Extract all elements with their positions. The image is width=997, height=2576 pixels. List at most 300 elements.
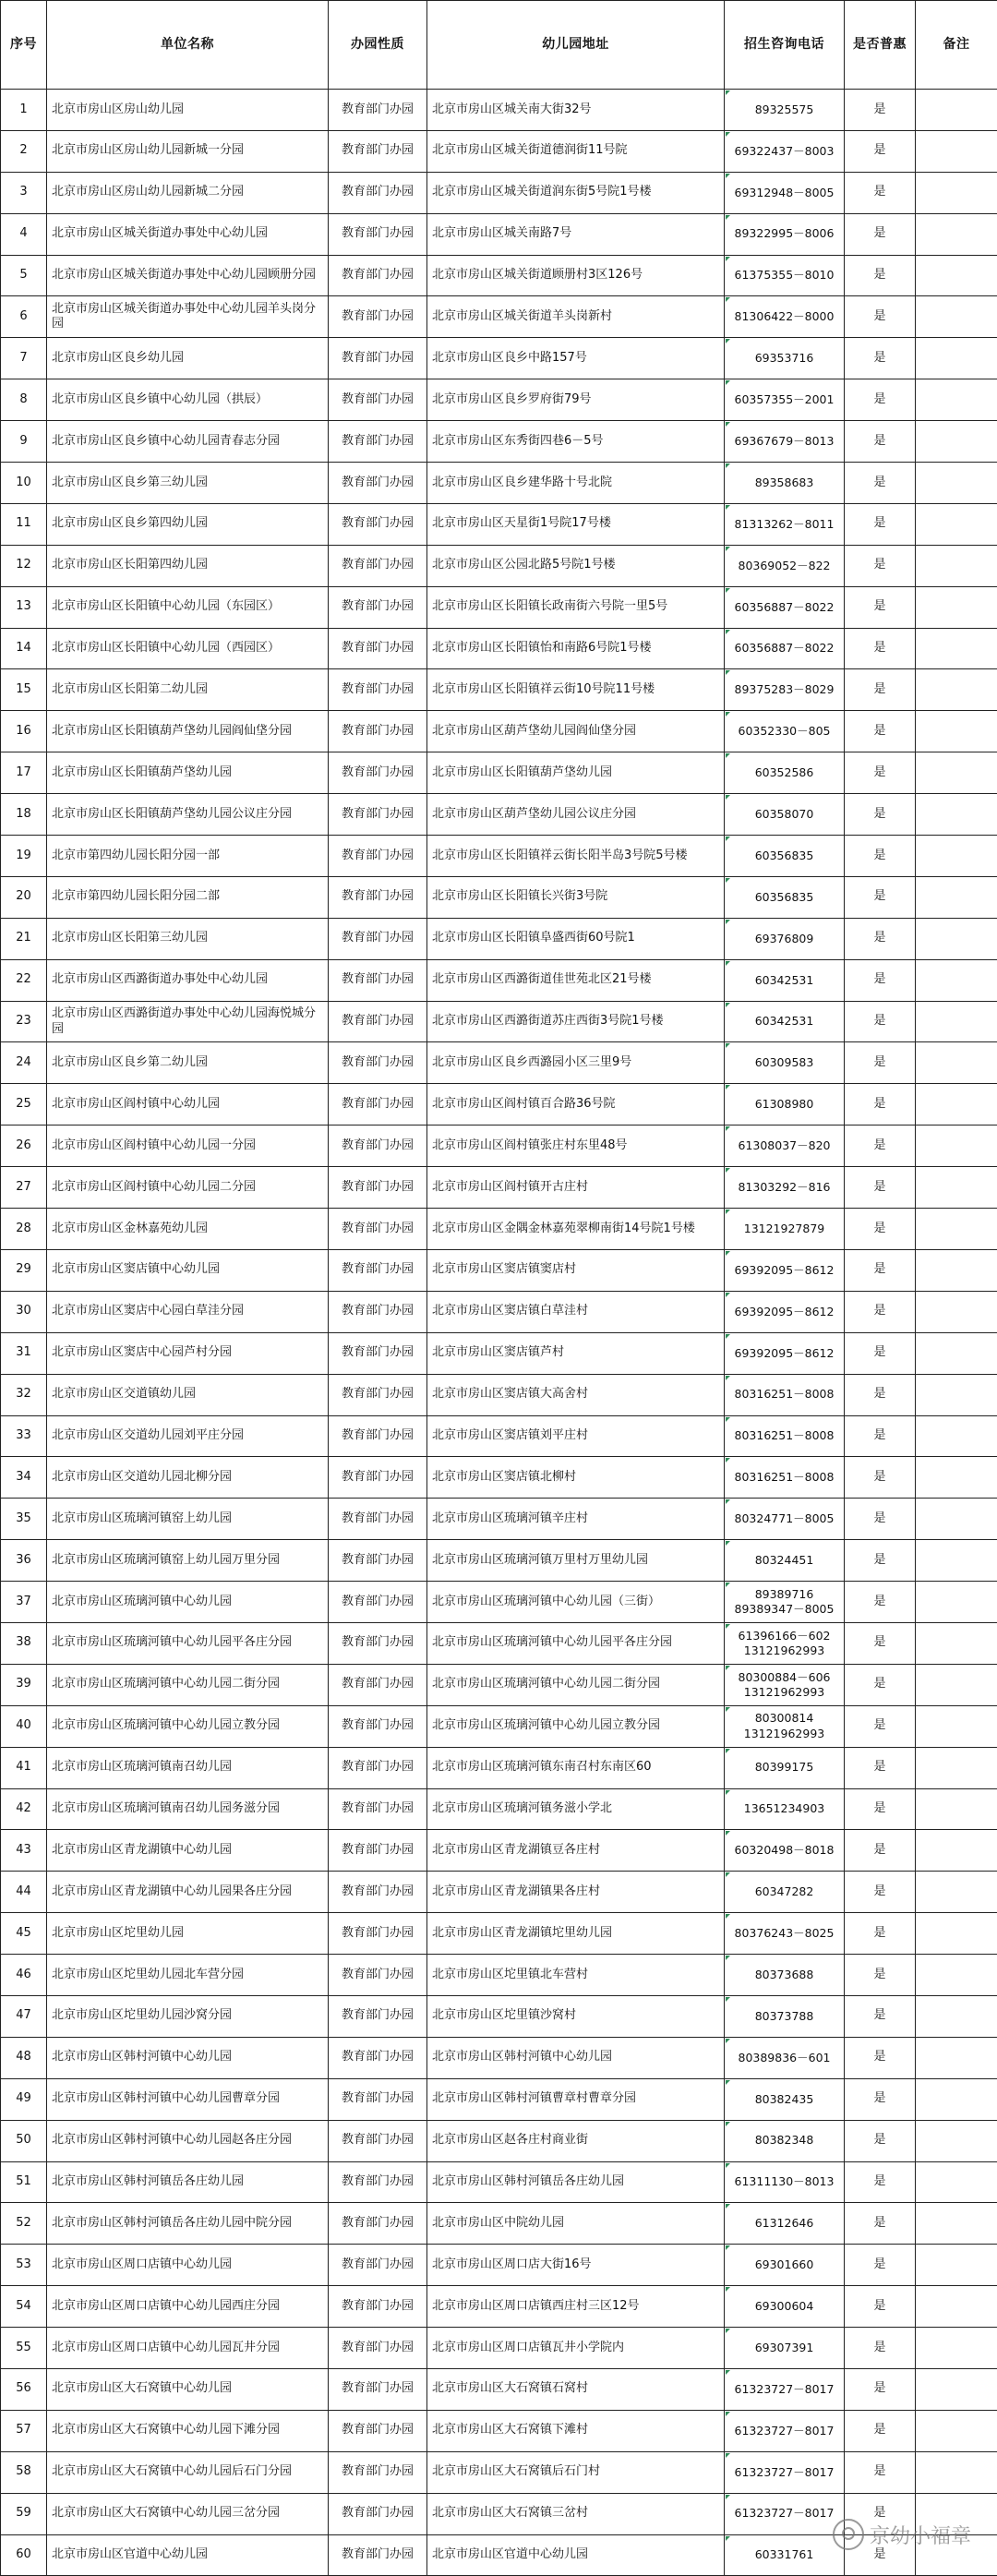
cell-address: 北京市房山区窦店镇刘平庄村 [427, 1415, 725, 1457]
cell-address: 北京市房山区琉璃河镇中心幼儿园平各庄分园 [427, 1622, 725, 1664]
cell-remark [916, 1664, 997, 1705]
table-row [1, 586, 997, 628]
cell-remark [916, 130, 997, 172]
cell-benefit: 是 [845, 2203, 916, 2245]
cell-benefit: 是 [845, 379, 916, 421]
cell-address: 北京市房山区良乡罗府街79号 [427, 379, 725, 421]
cell-no: 25 [1, 1084, 47, 1125]
cell-name: 北京市房山区周口店镇中心幼儿园 [47, 2245, 329, 2286]
cell-nature: 教育部门办园 [329, 503, 427, 545]
cell-remark [916, 1995, 997, 2037]
cell-remark [916, 1622, 997, 1664]
cell-address: 北京市房山区良乡中路157号 [427, 338, 725, 379]
cell-remark [916, 918, 997, 959]
cell-nature: 教育部门办园 [329, 213, 427, 255]
cell-phone: 60331761 [725, 2534, 845, 2576]
cell-benefit: 是 [845, 90, 916, 131]
cell-phone: 69307391 [725, 2328, 845, 2369]
cell-remark [916, 1125, 997, 1167]
cell-remark [916, 586, 997, 628]
cell-nature: 教育部门办园 [329, 1415, 427, 1457]
table-row [1, 2161, 997, 2203]
cell-remark [916, 876, 997, 918]
table-row [1, 2037, 997, 2078]
table-row [1, 2534, 997, 2576]
cell-name: 北京市房山区韩村河镇岳各庄幼儿园中院分园 [47, 2203, 329, 2245]
header-no: 序号 [1, 1, 47, 90]
cell-address: 北京市房山区韩村河镇中心幼儿园 [427, 2037, 725, 2078]
cell-benefit: 是 [845, 1084, 916, 1125]
table-row [1, 90, 997, 131]
cell-address: 北京市房山区窦店镇窦店村 [427, 1249, 725, 1291]
table-row [1, 1291, 997, 1332]
cell-address: 北京市房山区天星街1号院17号楼 [427, 503, 725, 545]
cell-benefit: 是 [845, 172, 916, 213]
cell-remark [916, 2451, 997, 2493]
cell-benefit: 是 [845, 503, 916, 545]
cell-phone: 13121927879 [725, 1209, 845, 1250]
cell-name: 北京市房山区琉璃河镇南召幼儿园务滋分园 [47, 1788, 329, 1830]
cell-phone: 69392095－8612 [725, 1249, 845, 1291]
cell-name: 北京市房山区琉璃河镇窑上幼儿园 [47, 1499, 329, 1540]
cell-name: 北京市房山区周口店镇中心幼儿园瓦井分园 [47, 2328, 329, 2369]
cell-phone: 80316251－8008 [725, 1457, 845, 1499]
cell-remark [916, 503, 997, 545]
cell-name: 北京市房山区城关街道办事处中心幼儿园羊头岗分园 [47, 296, 329, 338]
cell-phone: 60320498－8018 [725, 1830, 845, 1872]
cell-no: 1 [1, 90, 47, 131]
cell-name: 北京市房山区良乡第三幼儿园 [47, 463, 329, 504]
cell-name: 北京市房山区窦店镇中心幼儿园 [47, 1249, 329, 1291]
cell-remark [916, 1001, 997, 1042]
cell-phone: 69392095－8612 [725, 1332, 845, 1374]
cell-phone: 89325575 [725, 90, 845, 131]
table-row [1, 628, 997, 669]
table-row [1, 296, 997, 338]
cell-no: 31 [1, 1332, 47, 1374]
cell-remark [916, 2368, 997, 2410]
cell-phone: 60356887－8022 [725, 628, 845, 669]
cell-remark [916, 1747, 997, 1788]
cell-remark [916, 1415, 997, 1457]
cell-benefit: 是 [845, 711, 916, 752]
cell-no: 27 [1, 1167, 47, 1209]
table-row [1, 213, 997, 255]
cell-nature: 教育部门办园 [329, 1582, 427, 1623]
cell-address: 北京市房山区金隅金林嘉苑翠柳南街14号院1号楼 [427, 1209, 725, 1250]
cell-name: 北京市房山区琉璃河镇中心幼儿园立教分园 [47, 1705, 329, 1747]
table-row [1, 1374, 997, 1415]
cell-phone: 61375355－8010 [725, 255, 845, 296]
cell-nature: 教育部门办园 [329, 1830, 427, 1872]
cell-remark [916, 2078, 997, 2120]
cell-phone: 69353716 [725, 338, 845, 379]
table-row [1, 1622, 997, 1664]
cell-no: 7 [1, 338, 47, 379]
cell-address: 北京市房山区青龙湖镇坨里幼儿园 [427, 1913, 725, 1955]
table-row [1, 1705, 997, 1747]
cell-address: 北京市房山区琉璃河镇东南召村东南区60 [427, 1747, 725, 1788]
table-row [1, 545, 997, 586]
cell-nature: 教育部门办园 [329, 1457, 427, 1499]
cell-benefit: 是 [845, 628, 916, 669]
cell-no: 47 [1, 1995, 47, 2037]
cell-nature: 教育部门办园 [329, 2286, 427, 2328]
table-row [1, 172, 997, 213]
cell-address: 北京市房山区阎村镇开古庄村 [427, 1167, 725, 1209]
cell-benefit: 是 [845, 463, 916, 504]
cell-no: 58 [1, 2451, 47, 2493]
cell-no: 40 [1, 1705, 47, 1747]
cell-benefit: 是 [845, 2037, 916, 2078]
cell-name: 北京市房山区周口店镇中心幼儿园西庄分园 [47, 2286, 329, 2328]
table-row [1, 1415, 997, 1457]
cell-no: 36 [1, 1540, 47, 1582]
cell-phone: 89322995－8006 [725, 213, 845, 255]
cell-phone: 61311130－8013 [725, 2161, 845, 2203]
cell-nature: 教育部门办园 [329, 2410, 427, 2451]
cell-no: 41 [1, 1747, 47, 1788]
table-header [1, 1, 997, 90]
cell-no: 53 [1, 2245, 47, 2286]
table-body [1, 90, 997, 2576]
cell-no: 37 [1, 1582, 47, 1623]
cell-benefit: 是 [845, 836, 916, 877]
cell-address: 北京市房山区葫芦垡幼儿园公议庄分园 [427, 794, 725, 836]
cell-address: 北京市房山区公园北路5号院1号楼 [427, 545, 725, 586]
cell-no: 17 [1, 752, 47, 794]
cell-remark [916, 545, 997, 586]
cell-address: 北京市房山区琉璃河镇中心幼儿园（三街） [427, 1582, 725, 1623]
cell-benefit: 是 [845, 1374, 916, 1415]
cell-name: 北京市房山区韩村河镇中心幼儿园 [47, 2037, 329, 2078]
cell-name: 北京市房山区琉璃河镇南召幼儿园 [47, 1747, 329, 1788]
cell-benefit: 是 [845, 1788, 916, 1830]
table-row [1, 1209, 997, 1250]
cell-phone: 61323727－8017 [725, 2451, 845, 2493]
cell-benefit: 是 [845, 2493, 916, 2534]
cell-address: 北京市房山区西潞街道苏庄西街3号院1号楼 [427, 1001, 725, 1042]
cell-remark [916, 2120, 997, 2161]
table-row [1, 2410, 997, 2451]
cell-no: 55 [1, 2328, 47, 2369]
cell-name: 北京市房山区长阳第四幼儿园 [47, 545, 329, 586]
cell-remark [916, 296, 997, 338]
cell-phone: 80316251－8008 [725, 1374, 845, 1415]
cell-no: 51 [1, 2161, 47, 2203]
cell-address: 北京市房山区韩村河镇曹章村曹章分园 [427, 2078, 725, 2120]
header-address: 幼儿园地址 [427, 1, 725, 90]
cell-no: 45 [1, 1913, 47, 1955]
cell-no: 59 [1, 2493, 47, 2534]
cell-nature: 教育部门办园 [329, 836, 427, 877]
cell-benefit: 是 [845, 2410, 916, 2451]
cell-phone: 61323727－8017 [725, 2368, 845, 2410]
cell-nature: 教育部门办园 [329, 1167, 427, 1209]
cell-remark [916, 2037, 997, 2078]
cell-phone: 61312646 [725, 2203, 845, 2245]
cell-no: 15 [1, 669, 47, 711]
table-row [1, 1830, 997, 1872]
cell-benefit: 是 [845, 1291, 916, 1332]
table-row [1, 421, 997, 463]
table-row [1, 130, 997, 172]
cell-name: 北京市房山区韩村河镇岳各庄幼儿园 [47, 2161, 329, 2203]
header-nature: 办园性质 [329, 1, 427, 90]
cell-benefit: 是 [845, 876, 916, 918]
cell-address: 北京市房山区周口店大街16号 [427, 2245, 725, 2286]
cell-name: 北京市房山区交道镇幼儿园 [47, 1374, 329, 1415]
cell-name: 北京市房山区房山幼儿园新城一分园 [47, 130, 329, 172]
cell-no: 33 [1, 1415, 47, 1457]
cell-nature: 教育部门办园 [329, 338, 427, 379]
cell-remark [916, 1457, 997, 1499]
cell-remark [916, 2161, 997, 2203]
cell-remark [916, 628, 997, 669]
cell-benefit: 是 [845, 2286, 916, 2328]
cell-remark [916, 1209, 997, 1250]
cell-phone: 69301660 [725, 2245, 845, 2286]
cell-benefit: 是 [845, 1705, 916, 1747]
cell-benefit: 是 [845, 2328, 916, 2369]
cell-remark [916, 836, 997, 877]
cell-nature: 教育部门办园 [329, 669, 427, 711]
cell-phone: 60352330－805 [725, 711, 845, 752]
cell-phone: 60309583 [725, 1042, 845, 1084]
cell-no: 43 [1, 1830, 47, 1872]
cell-address: 北京市房山区长阳镇葫芦垡幼儿园 [427, 752, 725, 794]
cell-phone: 81303292－816 [725, 1167, 845, 1209]
cell-name: 北京市房山区长阳第三幼儿园 [47, 918, 329, 959]
cell-phone: 80324451 [725, 1540, 845, 1582]
cell-phone: 80376243－8025 [725, 1913, 845, 1955]
cell-nature: 教育部门办园 [329, 794, 427, 836]
cell-benefit: 是 [845, 1872, 916, 1913]
cell-benefit: 是 [845, 2451, 916, 2493]
cell-phone: 60342531 [725, 1001, 845, 1042]
cell-benefit: 是 [845, 1001, 916, 1042]
cell-no: 39 [1, 1664, 47, 1705]
cell-remark [916, 1291, 997, 1332]
cell-benefit: 是 [845, 2245, 916, 2286]
cell-phone: 89375283－8029 [725, 669, 845, 711]
cell-nature: 教育部门办园 [329, 296, 427, 338]
table-row [1, 2245, 997, 2286]
cell-remark [916, 338, 997, 379]
cell-no: 44 [1, 1872, 47, 1913]
cell-nature: 教育部门办园 [329, 1042, 427, 1084]
cell-no: 48 [1, 2037, 47, 2078]
cell-remark [916, 213, 997, 255]
cell-no: 56 [1, 2368, 47, 2410]
cell-benefit: 是 [845, 1747, 916, 1788]
cell-name: 北京市房山区琉璃河镇中心幼儿园二街分园 [47, 1664, 329, 1705]
cell-benefit: 是 [845, 296, 916, 338]
cell-benefit: 是 [845, 1457, 916, 1499]
cell-address: 北京市房山区城关街道顾册村3区126号 [427, 255, 725, 296]
cell-phone: 89389716 89389347－8005 [725, 1582, 845, 1623]
cell-address: 北京市房山区西潞街道佳世苑北区21号楼 [427, 959, 725, 1001]
cell-phone: 60356835 [725, 876, 845, 918]
cell-phone: 61323727－8017 [725, 2410, 845, 2451]
cell-name: 北京市房山区长阳镇葫芦垡幼儿园公议庄分园 [47, 794, 329, 836]
cell-benefit: 是 [845, 2120, 916, 2161]
cell-name: 北京市房山区长阳第二幼儿园 [47, 669, 329, 711]
cell-remark [916, 959, 997, 1001]
cell-benefit: 是 [845, 794, 916, 836]
cell-address: 北京市房山区坨里镇北车营村 [427, 1955, 725, 1996]
cell-address: 北京市房山区长阳镇怡和南路6号院1号楼 [427, 628, 725, 669]
cell-benefit: 是 [845, 918, 916, 959]
cell-no: 54 [1, 2286, 47, 2328]
cell-benefit: 是 [845, 1582, 916, 1623]
cell-nature: 教育部门办园 [329, 463, 427, 504]
cell-nature: 教育部门办园 [329, 2037, 427, 2078]
table-row [1, 1084, 997, 1125]
cell-nature: 教育部门办园 [329, 959, 427, 1001]
cell-address: 北京市房山区琉璃河镇辛庄村 [427, 1499, 725, 1540]
cell-no: 16 [1, 711, 47, 752]
cell-name: 北京市房山区房山幼儿园 [47, 90, 329, 131]
cell-name: 北京市房山区交道幼儿园北柳分园 [47, 1457, 329, 1499]
cell-no: 46 [1, 1955, 47, 1996]
cell-address: 北京市房山区城关南路7号 [427, 213, 725, 255]
cell-address: 北京市房山区琉璃河镇务滋小学北 [427, 1788, 725, 1830]
cell-remark [916, 172, 997, 213]
cell-phone: 80373688 [725, 1955, 845, 1996]
cell-phone: 13651234903 [725, 1788, 845, 1830]
table-row [1, 918, 997, 959]
cell-phone: 80399175 [725, 1747, 845, 1788]
cell-benefit: 是 [845, 213, 916, 255]
cell-no: 5 [1, 255, 47, 296]
cell-benefit: 是 [845, 2534, 916, 2576]
table-row [1, 1788, 997, 1830]
cell-nature: 教育部门办园 [329, 1955, 427, 1996]
cell-benefit: 是 [845, 1415, 916, 1457]
cell-name: 北京市房山区阎村镇中心幼儿园 [47, 1084, 329, 1125]
cell-nature: 教育部门办园 [329, 1622, 427, 1664]
cell-phone: 60347282 [725, 1872, 845, 1913]
cell-name: 北京市第四幼儿园长阳分园一部 [47, 836, 329, 877]
cell-no: 19 [1, 836, 47, 877]
cell-nature: 教育部门办园 [329, 2368, 427, 2410]
table-row [1, 1582, 997, 1623]
cell-address: 北京市房山区大石窝镇下滩村 [427, 2410, 725, 2451]
cell-name: 北京市房山区阎村镇中心幼儿园一分园 [47, 1125, 329, 1167]
table-row [1, 1995, 997, 2037]
cell-address: 北京市房山区窦店镇北柳村 [427, 1457, 725, 1499]
cell-address: 北京市房山区长阳镇祥云街长阳半岛3号院5号楼 [427, 836, 725, 877]
table-row [1, 2328, 997, 2369]
cell-benefit: 是 [845, 1125, 916, 1167]
cell-benefit: 是 [845, 669, 916, 711]
cell-benefit: 是 [845, 1332, 916, 1374]
cell-remark [916, 1788, 997, 1830]
cell-nature: 教育部门办园 [329, 1913, 427, 1955]
cell-no: 18 [1, 794, 47, 836]
cell-address: 北京市房山区中院幼儿园 [427, 2203, 725, 2245]
cell-phone: 80369052－822 [725, 545, 845, 586]
cell-address: 北京市房山区周口店镇西庄村三区12号 [427, 2286, 725, 2328]
cell-remark [916, 255, 997, 296]
cell-name: 北京市房山区金林嘉苑幼儿园 [47, 1209, 329, 1250]
cell-remark [916, 2493, 997, 2534]
cell-remark [916, 2286, 997, 2328]
cell-nature: 教育部门办园 [329, 1747, 427, 1788]
cell-name: 北京市房山区长阳镇葫芦垡幼儿园 [47, 752, 329, 794]
table-row [1, 2493, 997, 2534]
cell-address: 北京市房山区城关街道德润街11号院 [427, 130, 725, 172]
cell-remark [916, 90, 997, 131]
cell-name: 北京市房山区长阳镇葫芦垡幼儿园阎仙垡分园 [47, 711, 329, 752]
table-row [1, 1125, 997, 1167]
cell-no: 3 [1, 172, 47, 213]
cell-nature: 教育部门办园 [329, 586, 427, 628]
cell-name: 北京市房山区城关街道办事处中心幼儿园 [47, 213, 329, 255]
table-row [1, 2451, 997, 2493]
cell-no: 34 [1, 1457, 47, 1499]
cell-remark [916, 1540, 997, 1582]
watermark-text: 京幼小福章 [870, 2521, 971, 2549]
cell-address: 北京市房山区琉璃河镇万里村万里幼儿园 [427, 1540, 725, 1582]
cell-remark [916, 1167, 997, 1209]
cell-nature: 教育部门办园 [329, 1291, 427, 1332]
cell-remark [916, 2245, 997, 2286]
cell-name: 北京市房山区良乡幼儿园 [47, 338, 329, 379]
table-row [1, 2203, 997, 2245]
cell-benefit: 是 [845, 1042, 916, 1084]
cell-benefit: 是 [845, 1995, 916, 2037]
cell-address: 北京市房山区周口店镇瓦井小学院内 [427, 2328, 725, 2369]
cell-benefit: 是 [845, 752, 916, 794]
cell-address: 北京市房山区阎村镇百合路36号院 [427, 1084, 725, 1125]
cell-nature: 教育部门办园 [329, 130, 427, 172]
cell-benefit: 是 [845, 1499, 916, 1540]
cell-address: 北京市房山区青龙湖镇豆各庄村 [427, 1830, 725, 1872]
cell-benefit: 是 [845, 1913, 916, 1955]
cell-benefit: 是 [845, 1622, 916, 1664]
cell-nature: 教育部门办园 [329, 421, 427, 463]
cell-benefit: 是 [845, 1955, 916, 1996]
cell-nature: 教育部门办园 [329, 2493, 427, 2534]
cell-remark [916, 2203, 997, 2245]
cell-phone: 61323727－8017 [725, 2493, 845, 2534]
cell-no: 23 [1, 1001, 47, 1042]
cell-phone: 69367679－8013 [725, 421, 845, 463]
cell-remark [916, 421, 997, 463]
cell-nature: 教育部门办园 [329, 1705, 427, 1747]
cell-nature: 教育部门办园 [329, 379, 427, 421]
cell-name: 北京市房山区琉璃河镇窑上幼儿园万里分园 [47, 1540, 329, 1582]
cell-nature: 教育部门办园 [329, 1872, 427, 1913]
cell-nature: 教育部门办园 [329, 1374, 427, 1415]
cell-remark [916, 1830, 997, 1872]
cell-remark [916, 463, 997, 504]
cell-name: 北京市房山区韩村河镇中心幼儿园赵各庄分园 [47, 2120, 329, 2161]
cell-no: 38 [1, 1622, 47, 1664]
cell-benefit: 是 [845, 1540, 916, 1582]
cell-phone: 60357355－2001 [725, 379, 845, 421]
cell-name: 北京市房山区坨里幼儿园沙窝分园 [47, 1995, 329, 2037]
cell-address: 北京市房山区城关街道润东街5号院1号楼 [427, 172, 725, 213]
table-row [1, 1332, 997, 1374]
cell-address: 北京市房山区长阳镇祥云街10号院11号楼 [427, 669, 725, 711]
cell-address: 北京市房山区城关街道羊头岗新村 [427, 296, 725, 338]
cell-remark [916, 794, 997, 836]
cell-address: 北京市房山区窦店镇白草洼村 [427, 1291, 725, 1332]
cell-name: 北京市房山区大石窝镇中心幼儿园三岔分园 [47, 2493, 329, 2534]
